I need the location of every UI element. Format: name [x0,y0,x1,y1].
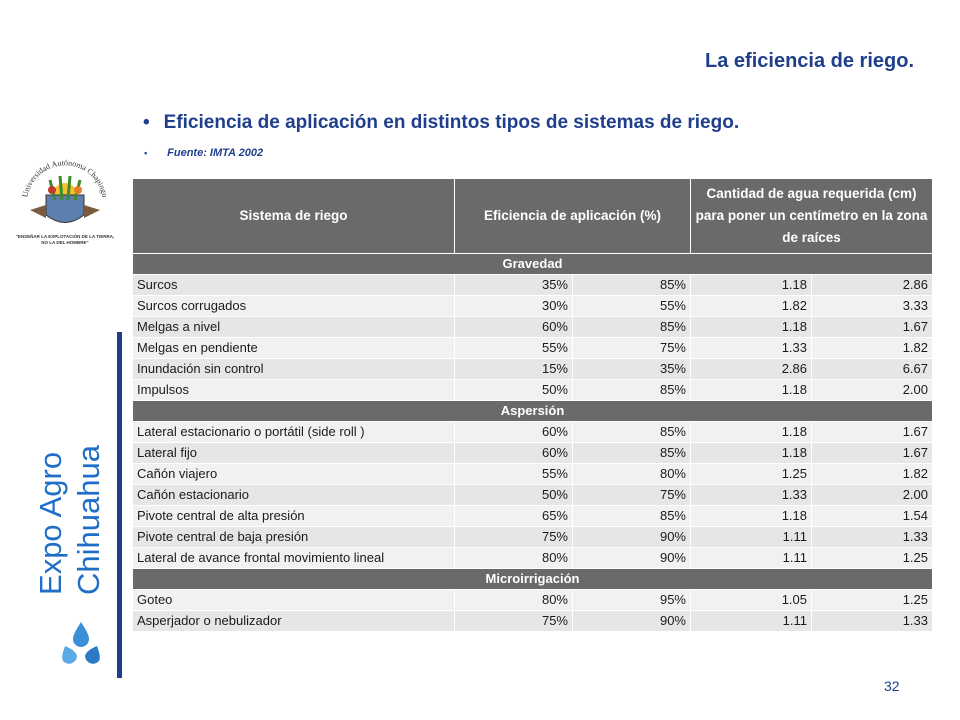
table-body [133,254,933,632]
bullet-dot-icon: • [144,148,148,158]
table-row [133,338,933,359]
water-drops-icon [55,618,107,670]
cell-value: 65% [455,506,573,527]
cell-value: 80% [573,464,691,485]
cell-value: 1.82 [812,338,933,359]
table-row [133,275,933,296]
cell-sistema: Impulsos [133,380,455,401]
cell-value: 1.25 [812,548,933,569]
table-row [133,611,933,632]
cell-value: 1.18 [691,380,812,401]
cell-value: 90% [573,548,691,569]
cell-value: 85% [573,317,691,338]
table-row [133,380,933,401]
cell-sistema: Lateral estacionario o portátil (side roll ) [133,422,455,443]
cell-sistema: Goteo [133,590,455,611]
table-row [133,548,933,569]
cell-value: 1.18 [691,443,812,464]
cell-value: 75% [455,611,573,632]
cell-value: 60% [455,443,573,464]
bullet-dot-icon: • [143,112,150,133]
cell-value: 1.67 [812,443,933,464]
cell-value: 95% [573,590,691,611]
cell-value: 60% [455,422,573,443]
cell-value: 85% [573,506,691,527]
table-group-row [133,401,933,422]
cell-value: 1.11 [691,611,812,632]
irrigation-efficiency-table [132,178,933,632]
header-eficiencia: Eficiencia de aplicación (%) [455,179,691,254]
cell-value: 1.11 [691,548,812,569]
cell-value: 2.86 [691,359,812,380]
cell-value: 55% [573,296,691,317]
expo-text-line2: Chihuahua [71,445,106,595]
cell-sistema: Cañón estacionario [133,485,455,506]
cell-value: 85% [573,443,691,464]
sidebar-divider [117,332,122,678]
cell-value: 85% [573,275,691,296]
cell-value: 60% [455,317,573,338]
cell-value: 15% [455,359,573,380]
bullet-main-text: Eficiencia de aplicación en distintos tipos de sistemas de riego. [163,112,740,133]
university-logo-icon [10,150,120,260]
cell-value: 1.33 [691,485,812,506]
bullet-main [143,112,739,134]
cell-value: 75% [573,338,691,359]
logo-motto-line1: "ENSEÑAR LA EXPLOTACIÓN DE LA TIERRA, [15,234,115,239]
slide-title: La eficiencia de riego. [705,50,914,72]
cell-sistema: Surcos corrugados [133,296,455,317]
logo-motto-line2: NO LA DEL HOMBRE" [41,240,89,245]
table-row [133,506,933,527]
table-row [133,464,933,485]
cell-sistema: Lateral fijo [133,443,455,464]
cell-sistema: Pivote central de alta presión [133,506,455,527]
cell-value: 90% [573,527,691,548]
cell-value: 1.25 [691,464,812,485]
cell-sistema: Surcos [133,275,455,296]
cell-sistema: Melgas en pendiente [133,338,455,359]
table-row [133,590,933,611]
cell-value: 1.33 [812,527,933,548]
group-label: Aspersión [133,401,933,422]
cell-value: 1.82 [691,296,812,317]
cell-value: 1.05 [691,590,812,611]
cell-value: 80% [455,548,573,569]
cell-value: 50% [455,380,573,401]
table-row [133,422,933,443]
cell-value: 85% [573,380,691,401]
table-row [133,359,933,380]
cell-value: 90% [573,611,691,632]
cell-value: 1.18 [691,506,812,527]
table-row [133,527,933,548]
table-group-row [133,569,933,590]
cell-value: 1.54 [812,506,933,527]
cell-value: 35% [455,275,573,296]
cell-value: 75% [455,527,573,548]
header-sistema: Sistema de riego [133,179,455,254]
bullet-source-text: Fuente: IMTA 2002 [167,147,264,159]
cell-value: 6.67 [812,359,933,380]
cell-value: 2.00 [812,485,933,506]
cell-value: 1.25 [812,590,933,611]
page-number: 32 [884,678,900,694]
cell-value: 1.11 [691,527,812,548]
cell-value: 55% [455,338,573,359]
cell-value: 1.18 [691,422,812,443]
table-row [133,485,933,506]
cell-value: 1.18 [691,317,812,338]
cell-value: 3.33 [812,296,933,317]
cell-value: 50% [455,485,573,506]
table-header-row [133,179,933,254]
cell-value: 2.86 [812,275,933,296]
cell-value: 85% [573,422,691,443]
bullet-source [144,147,263,159]
cell-sistema: Melgas a nivel [133,317,455,338]
table-row [133,296,933,317]
cell-sistema: Pivote central de baja presión [133,527,455,548]
logo-arc-text: Universidad Autónoma Chapingo [20,158,110,199]
cell-value: 75% [573,485,691,506]
cell-value: 1.33 [812,611,933,632]
cell-value: 55% [455,464,573,485]
cell-value: 35% [573,359,691,380]
header-cantidad-agua: Cantidad de agua requerida (cm) para poner un centímetro en la zona de raíces [691,179,933,254]
cell-value: 1.18 [691,275,812,296]
expo-text-line1: Expo Agro [33,451,68,595]
cell-value: 30% [455,296,573,317]
table-group-row [133,254,933,275]
expo-agro-label [20,420,120,620]
group-label: Gravedad [133,254,933,275]
cell-value: 1.67 [812,317,933,338]
cell-sistema: Inundación sin control [133,359,455,380]
cell-value: 1.67 [812,422,933,443]
table-row [133,317,933,338]
cell-sistema: Cañón viajero [133,464,455,485]
group-label: Microirrigación [133,569,933,590]
cell-value: 80% [455,590,573,611]
cell-value: 2.00 [812,380,933,401]
cell-value: 1.33 [691,338,812,359]
cell-sistema: Lateral de avance frontal movimiento lineal [133,548,455,569]
table-row [133,443,933,464]
cell-sistema: Asperjador o nebulizador [133,611,455,632]
cell-value: 1.82 [812,464,933,485]
